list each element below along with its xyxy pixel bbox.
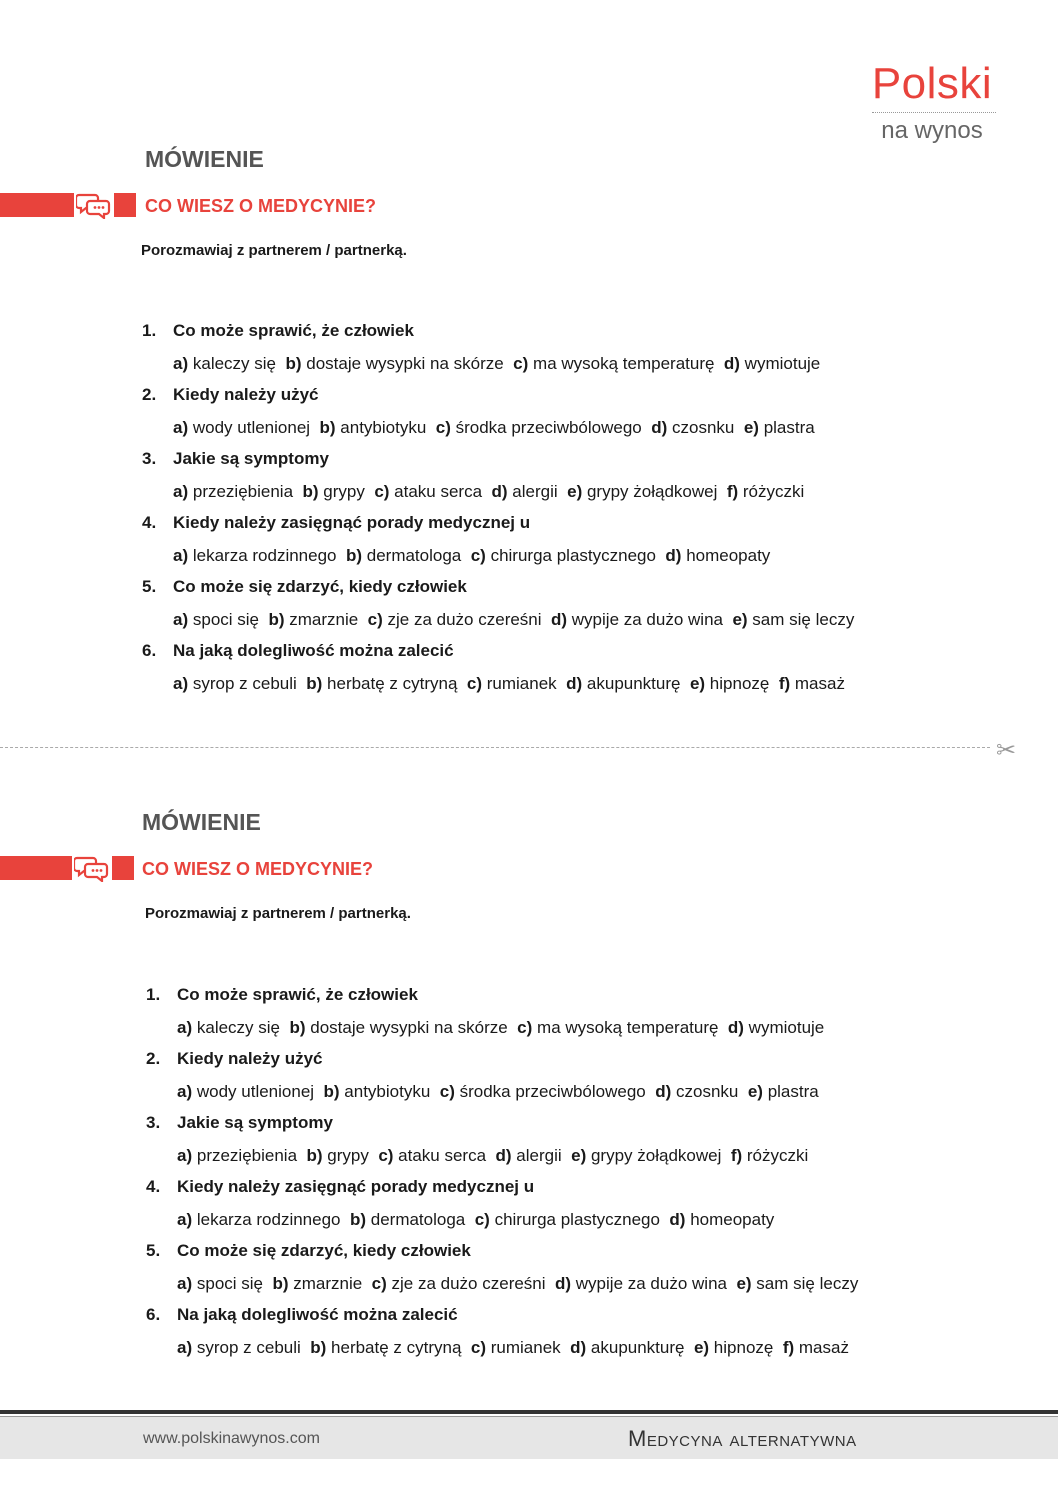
option-text: herbatę z cytryną [331, 1338, 462, 1357]
option-text: sam się leczy [756, 1274, 859, 1293]
option-letter: b) [268, 610, 285, 629]
question-number: 2. [146, 1049, 161, 1068]
question-text: Kiedy należy użyć [177, 1049, 323, 1068]
option-text: przeziębienia [192, 482, 294, 501]
option-text: alergii [516, 1146, 562, 1165]
option-text: kaleczy się [196, 1018, 280, 1037]
option-letter: d) [727, 1018, 744, 1037]
option-text: zmarznie [293, 1274, 363, 1293]
option-letter: d) [723, 354, 740, 373]
option-text: ma wysoką temperaturę [533, 354, 715, 373]
option-text: dermatologa [370, 1210, 466, 1229]
option-letter: d) [651, 418, 668, 437]
answer-options [177, 1080, 887, 1104]
question-number: 5. [142, 577, 157, 596]
option-letter: a) [173, 546, 189, 565]
option-letter: b) [272, 1274, 289, 1293]
answer-options [173, 352, 883, 376]
footer-title: Medycyna alternatywna [628, 1426, 857, 1451]
option-letter: c) [367, 610, 383, 629]
option-text: masaż [798, 1338, 849, 1357]
option-text: dostaje wysypki na skórze [310, 1018, 508, 1037]
section-title: MÓWIENIE [145, 146, 264, 172]
option-letter: a) [177, 1274, 193, 1293]
question-text: Co może sprawić, że człowiek [173, 321, 414, 340]
option-letter: e) [567, 482, 583, 501]
accent-bar [0, 193, 74, 217]
option-text: zje za dużo czereśni [391, 1274, 546, 1293]
option-letter: a) [173, 354, 189, 373]
option-text: alergii [512, 482, 558, 501]
logo-main-text: Polski [871, 59, 993, 108]
option-text: przeziębienia [196, 1146, 298, 1165]
option-letter: d) [665, 546, 682, 565]
option-letter: d) [566, 674, 583, 693]
answer-options [173, 480, 883, 504]
option-letter: d) [491, 482, 508, 501]
option-text: plastra [763, 418, 815, 437]
option-text: rumianek [490, 1338, 561, 1357]
question-text: Na jaką dolegliwość można zalecić [173, 641, 454, 660]
option-text: syrop z cebuli [196, 1338, 301, 1357]
question-number: 3. [146, 1113, 161, 1132]
option-letter: c) [517, 1018, 533, 1037]
option-text: spoci się [192, 610, 259, 629]
question-number: 1. [146, 985, 161, 1004]
question-number: 6. [142, 641, 157, 660]
footer-rule [0, 1410, 1058, 1414]
question-text: Jakie są symptomy [177, 1113, 333, 1132]
option-letter: b) [285, 354, 302, 373]
answer-options [177, 1016, 887, 1040]
question-text: Co może się zdarzyć, kiedy człowiek [177, 1241, 471, 1260]
option-text: środka przeciwbólowego [455, 418, 642, 437]
option-text: ma wysoką temperaturę [537, 1018, 719, 1037]
option-text: chirurga plastycznego [490, 546, 656, 565]
section-subtitle: CO WIESZ O MEDYCYNIE? [142, 859, 374, 879]
option-text: wymiotuje [744, 354, 821, 373]
option-letter: e) [743, 418, 759, 437]
option-text: herbatę z cytryną [327, 674, 458, 693]
option-text: lekarza rodzinnego [196, 1210, 341, 1229]
option-letter: c) [466, 674, 483, 693]
option-letter: e) [732, 610, 748, 629]
question-number: 3. [142, 449, 157, 468]
option-letter: d) [555, 1274, 572, 1293]
answer-options [173, 608, 883, 632]
option-letter: c) [378, 1146, 394, 1165]
option-letter: b) [349, 1210, 367, 1229]
option-letter: c) [470, 1338, 487, 1357]
question-number: 4. [142, 513, 157, 532]
answer-options [177, 1336, 887, 1360]
logo-sub-text: na wynos [881, 117, 983, 144]
option-letter: a) [173, 610, 189, 629]
option-text: różyczki [746, 1146, 809, 1165]
option-text: grypy [327, 1146, 369, 1165]
option-letter: c) [470, 546, 486, 565]
option-letter: b) [345, 546, 363, 565]
option-letter: b) [289, 1018, 306, 1037]
option-letter: c) [435, 418, 451, 437]
question-text: Jakie są symptomy [173, 449, 329, 468]
option-letter: d) [570, 1338, 587, 1357]
option-text: środka przeciwbólowego [459, 1082, 646, 1101]
question-number: 1. [142, 321, 157, 340]
option-text: antybiotyku [344, 1082, 431, 1101]
option-letter: f) [730, 1146, 743, 1165]
option-text: wymiotuje [748, 1018, 825, 1037]
option-letter: e) [571, 1146, 587, 1165]
option-text: grypy [323, 482, 365, 501]
option-letter: b) [323, 1082, 340, 1101]
section-title: MÓWIENIE [142, 809, 261, 835]
option-text: akupunkturę [590, 1338, 685, 1357]
option-letter: b) [306, 1146, 323, 1165]
option-letter: d) [655, 1082, 672, 1101]
accent-square [112, 856, 134, 880]
question-text: Na jaką dolegliwość można zalecić [177, 1305, 458, 1324]
question-text: Co może się zdarzyć, kiedy człowiek [173, 577, 467, 596]
option-text: grypy żołądkowej [586, 482, 718, 501]
option-text: antybiotyku [340, 418, 427, 437]
question-number: 6. [146, 1305, 161, 1324]
option-letter: c) [513, 354, 529, 373]
option-text: dostaje wysypki na skórze [306, 354, 504, 373]
answer-options [173, 672, 883, 696]
option-letter: a) [173, 418, 189, 437]
option-text: ataku serca [394, 482, 483, 501]
option-text: czosnku [672, 418, 735, 437]
option-letter: b) [302, 482, 319, 501]
option-text: rumianek [486, 674, 557, 693]
option-letter: d) [495, 1146, 512, 1165]
option-letter: e) [747, 1082, 763, 1101]
option-text: różyczki [742, 482, 805, 501]
option-text: homeopaty [686, 546, 771, 565]
option-text: hipnozę [709, 674, 770, 693]
option-letter: a) [177, 1210, 193, 1229]
option-letter: a) [177, 1082, 193, 1101]
option-text: plastra [767, 1082, 819, 1101]
option-text: wody utlenionej [196, 1082, 315, 1101]
option-letter: b) [319, 418, 336, 437]
option-letter: b) [310, 1338, 327, 1357]
instruction-text: Porozmawiaj z partnerem / partnerką. [141, 242, 407, 259]
accent-square [114, 193, 136, 217]
scissors-icon: ✂ [996, 736, 1017, 764]
instruction-text: Porozmawiaj z partnerem / partnerką. [145, 905, 411, 922]
question-text: Kiedy należy użyć [173, 385, 319, 404]
option-text: lekarza rodzinnego [192, 546, 337, 565]
logo-divider [872, 112, 996, 113]
option-letter: c) [374, 482, 390, 501]
option-letter: e) [689, 674, 706, 693]
speech-bubbles-icon [74, 854, 110, 882]
cut-line [0, 747, 990, 748]
option-letter: a) [177, 1146, 193, 1165]
option-text: kaleczy się [192, 354, 276, 373]
option-letter: c) [371, 1274, 387, 1293]
option-letter: a) [173, 482, 189, 501]
option-text: wody utlenionej [192, 418, 311, 437]
option-text: akupunkturę [586, 674, 681, 693]
option-text: spoci się [196, 1274, 263, 1293]
option-text: chirurga plastycznego [494, 1210, 660, 1229]
option-text: dermatologa [366, 546, 462, 565]
option-letter: a) [177, 1018, 193, 1037]
option-letter: d) [669, 1210, 686, 1229]
answer-options [177, 1208, 887, 1232]
option-text: zje za dużo czereśni [387, 610, 542, 629]
question-text: Co może sprawić, że człowiek [177, 985, 418, 1004]
option-text: homeopaty [690, 1210, 775, 1229]
option-letter: a) [173, 674, 189, 693]
question-number: 5. [146, 1241, 161, 1260]
question-text: Kiedy należy zasięgnąć porady medycznej u [177, 1177, 535, 1196]
option-letter: c) [474, 1210, 490, 1229]
option-text: zmarznie [289, 610, 359, 629]
option-letter: e) [736, 1274, 752, 1293]
option-text: masaż [794, 674, 845, 693]
answer-options [177, 1144, 887, 1168]
option-text: ataku serca [398, 1146, 487, 1165]
speech-bubbles-icon [76, 191, 112, 219]
question-text: Kiedy należy zasięgnąć porady medycznej u [173, 513, 531, 532]
option-letter: a) [177, 1338, 193, 1357]
option-letter: b) [306, 674, 323, 693]
question-number: 2. [142, 385, 157, 404]
option-text: syrop z cebuli [192, 674, 297, 693]
option-letter: d) [551, 610, 568, 629]
section-subtitle: CO WIESZ O MEDYCYNIE? [145, 196, 377, 216]
option-text: czosnku [676, 1082, 739, 1101]
option-letter: c) [439, 1082, 455, 1101]
answer-options [173, 544, 883, 568]
option-letter: f) [778, 674, 791, 693]
option-letter: e) [693, 1338, 710, 1357]
answer-options [173, 416, 883, 440]
footer-url[interactable]: www.polskinawynos.com [143, 1430, 320, 1447]
accent-bar [0, 856, 72, 880]
option-text: wypije za dużo wina [571, 610, 723, 629]
option-text: grypy żołądkowej [590, 1146, 722, 1165]
option-text: sam się leczy [752, 610, 855, 629]
answer-options [177, 1272, 887, 1296]
option-text: wypije za dużo wina [575, 1274, 727, 1293]
question-number: 4. [146, 1177, 161, 1196]
option-text: hipnozę [713, 1338, 774, 1357]
option-letter: f) [782, 1338, 795, 1357]
option-letter: f) [726, 482, 739, 501]
logo [866, 58, 998, 145]
